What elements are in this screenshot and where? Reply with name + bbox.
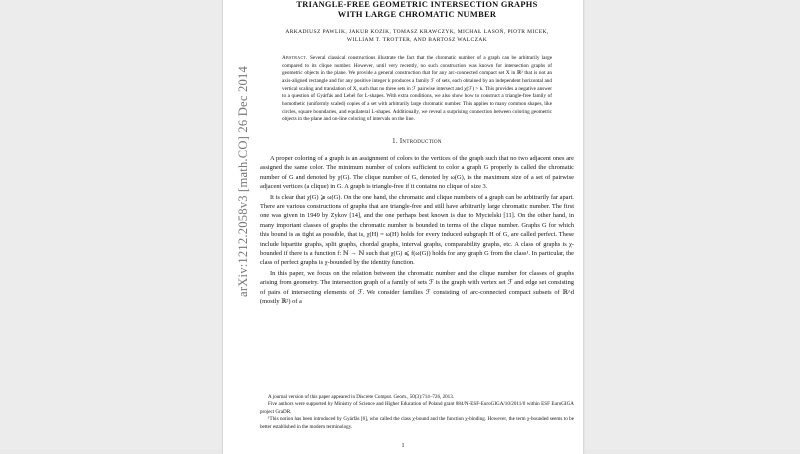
section-number: 1. [392,137,398,145]
author-list [260,28,574,44]
authors-line-1: ARKADIUSZ PAWLIK, JAKUB KOZIK, TOMASZ KRAWCZYK, MICHAŁ LASOŃ, PIOTR MICEK, [285,29,549,35]
page-content [260,0,574,307]
paragraph-1: A proper coloring of a graph is an assignment of colors to the vertices of the graph such that no two adjacent ones are assigned the same color. The minimum number of colors sufficient to color a graph G properly is called the chromatic number of G and denoted by χ(G). The clique number of G, denoted by ω(G), is the maximum size of a set of pairwise adjacent vertices (a clique) in G. A graph is triangle-free if it contains no clique of size 3. [260,154,574,191]
arxiv-stamp [230,0,256,366]
paragraph-2: It is clear that χ(G) ⩾ ω(G). On the one hand, the chromatic and clique numbers of a graph can be arbitrarily far apart. There are various constructions of graphs that are triangle-free and still have arbitrarily large chromatic number. The first one was given in 1949 by Zykov [14], and the one perhaps best known is due to Mycielski [11]. On the other hand, in many important classes of graphs the chromatic number is bounded in terms of the clique number. Graphs G for which this bound is as tight as possible, that is, χ(H) = ω(H) holds for every induced subgraph H of G, are called perfect. These include bipartite graphs, split graphs, chordal graphs, interval graphs, comparability graphs, etc. A class of graphs is χ-bounded if there is a function f: ℕ → ℕ such that χ(G) ⩽ f(ω(G)) holds for any graph G from the class¹. In particular, the class of perfect graphs is χ-bounded by the identity function. [260,193,574,267]
paper-page [223,0,583,454]
body-text [260,154,574,307]
section-heading [260,138,574,145]
abstract-text: Several classical constructions illustrate the fact that the chromatic number of a graph can be arbitrarily large compared to its clique number. However, until very recently, no such construction was known for intersection graphs of geometric objects in the plane. We provide a general construction that for any arc-connected compact set X in ℝ² that is not an axis-aligned rectangle and for any positive integer k produces a family ℱ of sets, each obtained by an independent horizontal and vertical scaling and translation of X, such that no three sets in ℱ pairwise intersect and χ(ℱ) > k. This provides a negative answer to a question of Gyárfás and Lehel for L-shapes. With extra conditions, we also show how to construct a triangle-free family of homothetic (uniformly scaled) copies of a set with arbitrarily large chromatic number. This applies to many common shapes, like circles, square boundaries, and equilateral L-shapes. Additionally, we reveal a surprising connection between coloring geometric objects in the plane and on-line coloring of intervals on the line. [282,55,553,123]
paper-title [260,0,574,20]
abstract [282,55,552,124]
section-title: Introduction [399,137,442,145]
title-line-1: TRIANGLE-FREE GEOMETRIC INTERSECTION GRAPHS [296,0,538,9]
footnote-journal: A journal version of this paper appeared in Discrete Comput. Geom., 50(3):714–726, 2013. [268,394,455,400]
footnote-grant: Five authors were supported by Ministry of Science and Higher Education of Poland grant 884/N-ESF-EuroGIGA/10/2011/0 within ESF EuroGIGA project GraDR. [260,401,574,415]
abstract-label: Abstract. [282,55,308,61]
footnote-chi-bounded: ¹This notion has been introduced by Gyárfás [6], who called the class χ-bound and the function χ-binding. However, the term χ-bounded seems to be better established in the modern terminology. [260,416,574,430]
authors-line-2: WILLIAM T. TROTTER, AND BARTOSZ WALCZAK [346,37,488,43]
footnotes [260,394,574,431]
paragraph-3: In this paper, we focus on the relation between the chromatic number and the clique number for classes of graphs arising from geometry. The intersection graph of a family of sets ℱ is the graph with vertex set ℱ and edge set consisting of pairs of intersecting elements of ℱ. We consider families ℱ consisting of arc-connected compact subsets of ℝ^d (mostly ℝ²) of a [260,269,574,305]
arxiv-stamp-text: arXiv:1212.2058v3 [math.CO] 26 Dec 2014 [235,65,250,297]
title-line-2: WITH LARGE CHROMATIC NUMBER [337,10,497,19]
page-number: 1 [401,443,405,449]
